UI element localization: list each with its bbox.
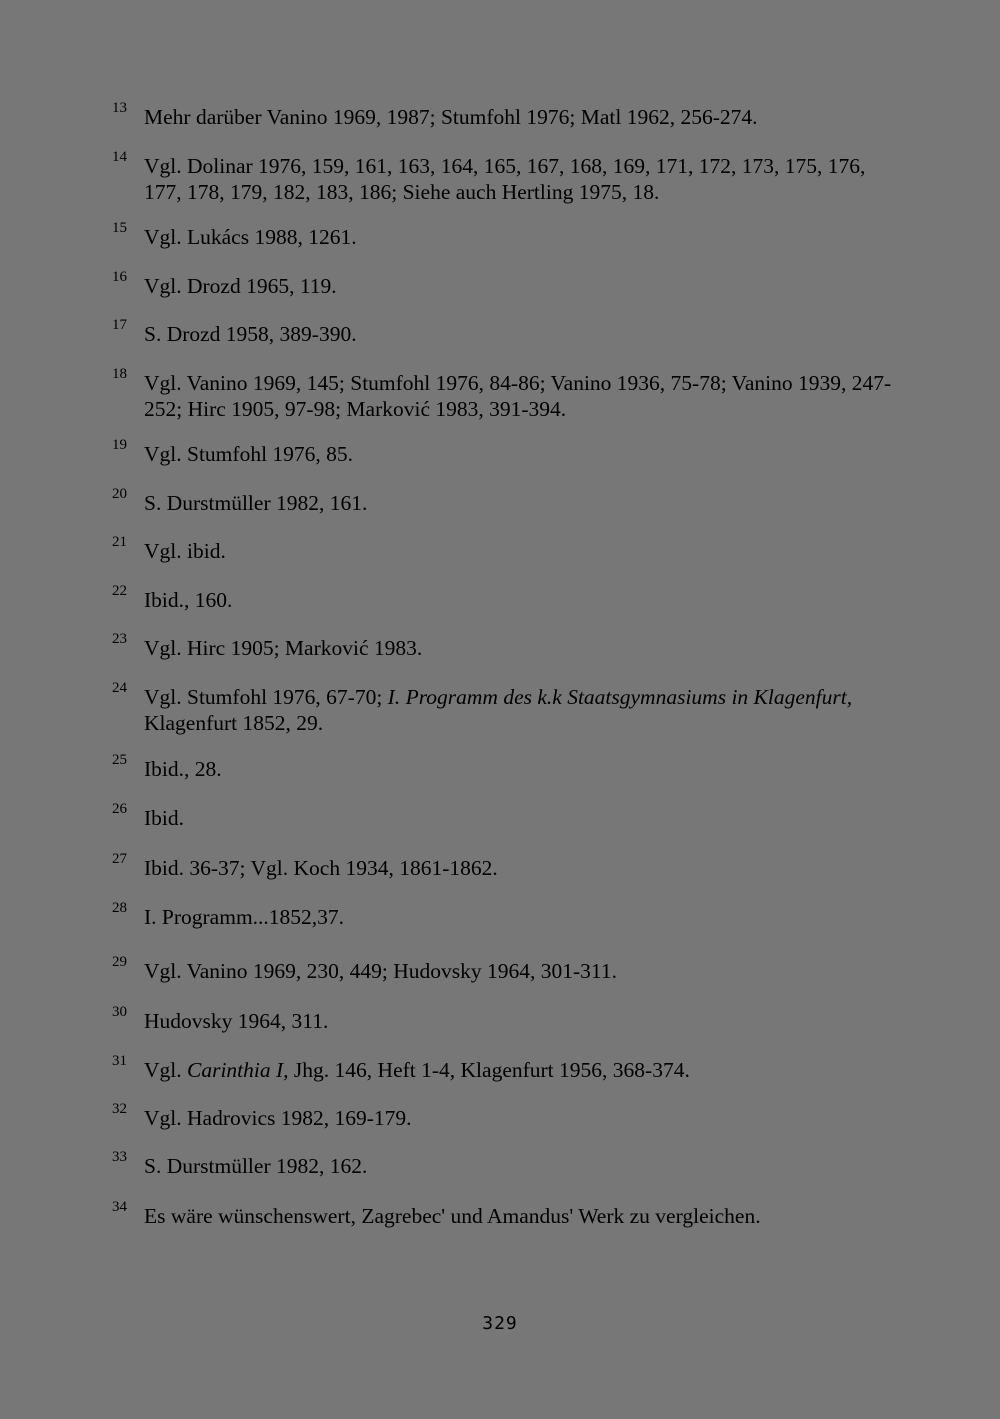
footnote-28 xyxy=(112,900,902,930)
footnote-text: Vgl. Vanino 1969, 230, 449; Hudovsky 1964, 301-311. xyxy=(144,959,617,983)
footnote-20 xyxy=(112,486,902,516)
footnote-33 xyxy=(112,1149,902,1179)
footnote-text: Vgl. Dolinar 1976, 159, 161, 163, 164, 165, 167, 168, 169, 171, 172, 173, 175, 176, 177, 178, 179, 182, 183, 186; Siehe auch Hertling 1975, 18. xyxy=(144,154,866,204)
footnote-text: S. Durstmüller 1982, 161. xyxy=(144,491,368,515)
footnote-number: 29 xyxy=(112,954,127,970)
footnote-number: 33 xyxy=(112,1149,127,1165)
footnote-text xyxy=(144,1057,902,1083)
footnote-34 xyxy=(112,1199,902,1229)
footnote-21 xyxy=(112,534,902,564)
footnote-24 xyxy=(112,680,902,736)
footnote-text: Ibid. 36-37; Vgl. Koch 1934, 1861-1862. xyxy=(144,856,498,880)
footnote-13 xyxy=(112,100,902,130)
footnote-number: 28 xyxy=(112,900,127,916)
footnote-number: 17 xyxy=(112,317,127,333)
footnote-17 xyxy=(112,317,902,347)
footnote-19 xyxy=(112,437,902,467)
footnote-text-post: Jhg. 146, Heft 1-4, Klagenfurt 1956, 368-374. xyxy=(288,1058,690,1082)
footnote-31 xyxy=(112,1053,902,1083)
footnote-26 xyxy=(112,801,902,831)
footnote-text: Hudovsky 1964, 311. xyxy=(144,1009,329,1033)
footnote-text: Vgl. ibid. xyxy=(144,539,226,563)
footnote-number: 21 xyxy=(112,534,127,550)
footnote-14 xyxy=(112,149,902,205)
footnote-25 xyxy=(112,752,902,782)
page-number: 329 xyxy=(482,1313,518,1334)
footnote-number: 32 xyxy=(112,1101,127,1117)
footnote-text xyxy=(144,684,902,736)
footnote-text-pre: Vgl. xyxy=(144,1058,187,1082)
footnote-29 xyxy=(112,954,902,984)
footnote-number: 20 xyxy=(112,486,127,502)
footnote-text-post: Klagenfurt 1852, 29. xyxy=(144,711,324,735)
footnote-text: Vgl. Drozd 1965, 119. xyxy=(144,274,337,298)
footnote-number: 15 xyxy=(112,220,127,236)
footnote-15 xyxy=(112,220,902,250)
footnote-number: 23 xyxy=(112,631,127,647)
footnote-title-italic: I. Programm des k.k Staatsgymnasiums in Klagenfurt, xyxy=(387,685,853,709)
footnote-number: 31 xyxy=(112,1053,127,1069)
footnote-number: 26 xyxy=(112,801,127,817)
footnote-32 xyxy=(112,1101,902,1131)
footnote-number: 13 xyxy=(112,100,127,116)
footnote-number: 30 xyxy=(112,1004,127,1020)
footnote-text: Vgl. Stumfohl 1976, 85. xyxy=(144,442,354,466)
footnote-18 xyxy=(112,366,902,422)
footnote-number: 25 xyxy=(112,752,127,768)
footnote-text: Vgl. Hadrovics 1982, 169-179. xyxy=(144,1106,412,1130)
footnote-text: Vgl. Vanino 1969, 145; Stumfohl 1976, 84-86; Vanino 1936, 75-78; Vanino 1939, 247-252; Hirc 1905, 97-98; Marković 1983, 391-394. xyxy=(144,371,892,421)
footnote-number: 34 xyxy=(112,1199,127,1215)
footnote-number: 22 xyxy=(112,583,127,599)
footnote-22 xyxy=(112,583,902,613)
footnote-text: S. Durstmüller 1982, 162. xyxy=(144,1154,368,1178)
footnote-text-pre: Vgl. Stumfohl 1976, 67-70; xyxy=(144,685,388,709)
footnote-number: 16 xyxy=(112,269,127,285)
footnote-16 xyxy=(112,269,902,299)
footnote-text: Vgl. Lukács 1988, 1261. xyxy=(144,225,357,249)
footnote-text: Es wäre wünschenswert, Zagrebec' und Amandus' Werk zu vergleichen. xyxy=(144,1204,761,1228)
footnote-number: 19 xyxy=(112,437,127,453)
footnote-30 xyxy=(112,1004,902,1034)
footnote-27 xyxy=(112,851,902,881)
footnote-text: Mehr darüber Vanino 1969, 1987; Stumfohl 1976; Matl 1962, 256-274. xyxy=(144,105,758,129)
footnote-number: 18 xyxy=(112,366,127,382)
footnote-text: Vgl. Hirc 1905; Marković 1983. xyxy=(144,636,423,660)
footnote-text: S. Drozd 1958, 389-390. xyxy=(144,322,357,346)
footnote-number: 27 xyxy=(112,851,127,867)
footnote-number: 24 xyxy=(112,680,127,696)
footnote-23 xyxy=(112,631,902,661)
footnote-title-italic: Carinthia I, xyxy=(187,1058,289,1082)
footnote-number: 14 xyxy=(112,149,127,165)
footnote-text: Ibid. xyxy=(144,806,185,830)
footnote-text: Ibid., 160. xyxy=(144,588,233,612)
footnote-text: I. Programm...1852,37. xyxy=(144,905,345,929)
footnote-text: Ibid., 28. xyxy=(144,757,222,781)
